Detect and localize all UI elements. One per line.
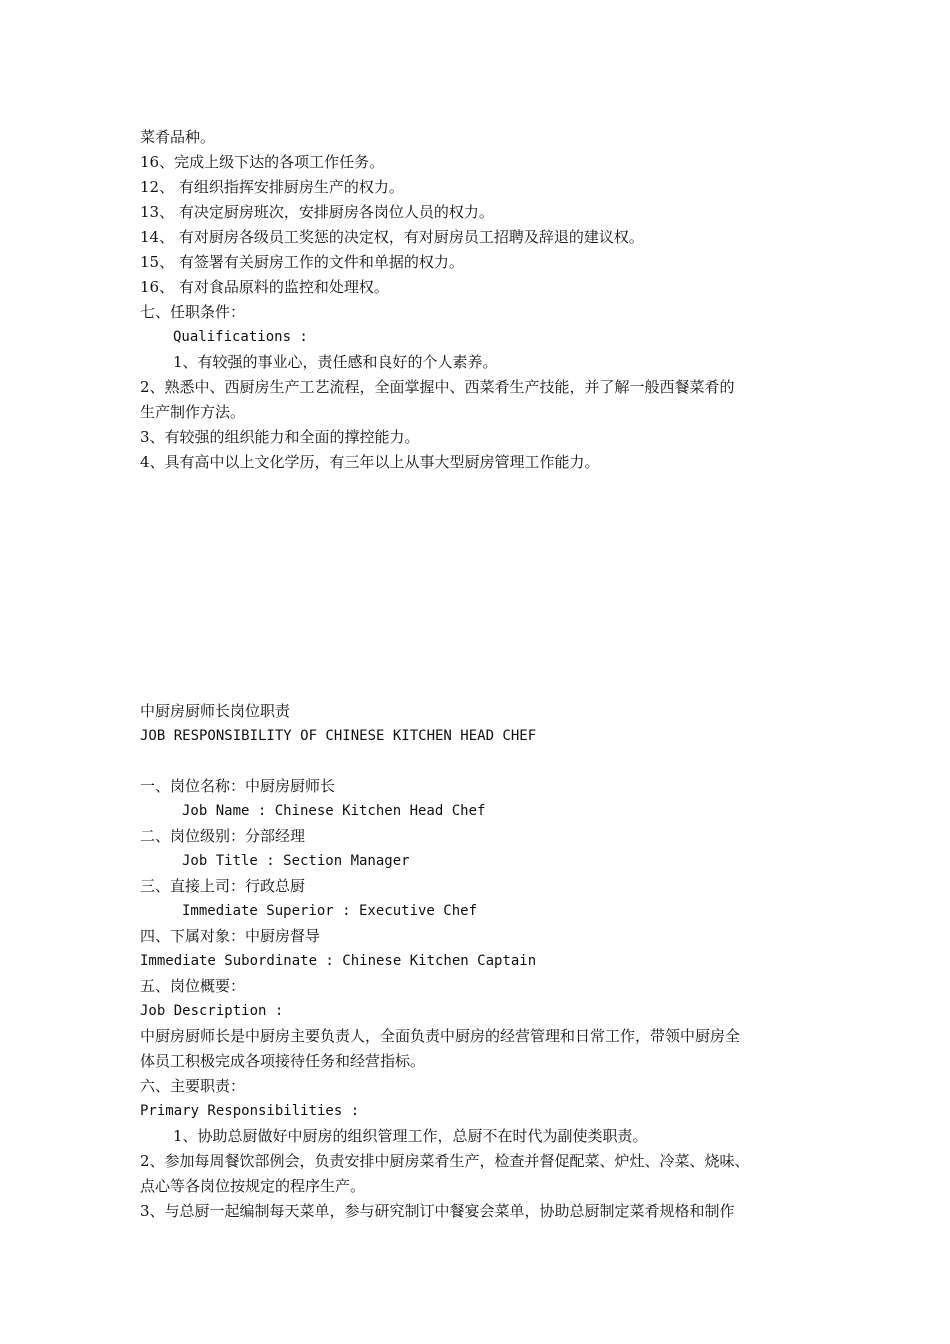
responsibility-1: 1、协助总厨做好中厨房的组织管理工作，总厨不在时代为副使类职责。: [173, 1127, 648, 1145]
document-title-cn: 中厨房厨师长岗位职责: [140, 702, 291, 720]
text-line-item-16-authority: 16、 有对食品原料的监控和处理权。: [140, 278, 389, 296]
text-line-item-16-tasks: 16、完成上级下达的各项工作任务。: [140, 153, 385, 171]
responsibility-3-line-1: 3、与总厨一起编制每天菜单，参与研究制订中餐宴会菜单，协助总厨制定菜肴规格和制作: [140, 1202, 735, 1220]
job-title-cn: 二、岗位级别：分部经理: [140, 827, 306, 845]
job-description-paragraph-line-1: 中厨房厨师长是中厨房主要负责人，全面负责中厨房的经营管理和日常工作，带领中厨房全: [140, 1027, 741, 1045]
section-heading-qualifications-cn: 七、任职条件：: [140, 303, 246, 321]
immediate-superior-cn: 三、直接上司：行政总厨: [140, 877, 306, 895]
text-line-item-12: 12、 有组织指挥安排厨房生产的权力。: [140, 178, 404, 196]
qualification-3: 3、有较强的组织能力和全面的撑控能力。: [140, 428, 420, 446]
text-line-dish-varieties: 菜肴品种。: [140, 128, 216, 146]
responsibility-2-line-1: 2、参加每周餐饮部例会，负责安排中厨房菜肴生产，检查并督促配菜、炉灶、冷菜、烧味、: [140, 1152, 750, 1170]
primary-responsibilities-en: Primary Responsibilities :: [140, 1103, 360, 1119]
job-description-paragraph-line-2: 体员工积极完成各项接待任务和经营指标。: [140, 1052, 426, 1070]
qualification-2-line-1: 2、熟悉中、西厨房生产工艺流程，全面掌握中、西菜肴生产技能，并了解一般西餐菜肴的: [140, 378, 735, 396]
job-name-en: Job Name : Chinese Kitchen Head Chef: [182, 803, 486, 819]
text-line-item-13: 13、 有决定厨房班次，安排厨房各岗位人员的权力。: [140, 203, 494, 221]
responsibility-2-line-2: 点心等各岗位按规定的程序生产。: [140, 1177, 366, 1195]
document-title-en: JOB RESPONSIBILITY OF CHINESE KITCHEN HEAD CHEF: [140, 728, 537, 744]
job-description-cn: 五、岗位概要：: [140, 977, 246, 995]
text-line-item-14: 14、 有对厨房各级员工奖惩的决定权，有对厨房员工招聘及辞退的建议权。: [140, 228, 644, 246]
qualification-4: 4、具有高中以上文化学历，有三年以上从事大型厨房管理工作能力。: [140, 453, 600, 471]
primary-responsibilities-cn: 六、主要职责：: [140, 1077, 246, 1095]
job-description-en: Job Description :: [140, 1003, 284, 1019]
job-name-cn: 一、岗位名称：中厨房厨师长: [140, 777, 336, 795]
immediate-superior-en: Immediate Superior : Executive Chef: [182, 903, 478, 919]
qualification-2-line-2: 生产制作方法。: [140, 403, 246, 421]
immediate-subordinate-en: Immediate Subordinate : Chinese Kitchen Captain: [140, 953, 537, 969]
qualification-1: 1、有较强的事业心，责任感和良好的个人素养。: [173, 353, 498, 371]
job-title-en: Job Title : Section Manager: [182, 853, 410, 869]
text-line-item-15: 15、 有签署有关厨房工作的文件和单据的权力。: [140, 253, 464, 271]
immediate-subordinate-cn: 四、下属对象：中厨房督导: [140, 927, 321, 945]
section-heading-qualifications-en: Qualifications :: [173, 329, 308, 345]
